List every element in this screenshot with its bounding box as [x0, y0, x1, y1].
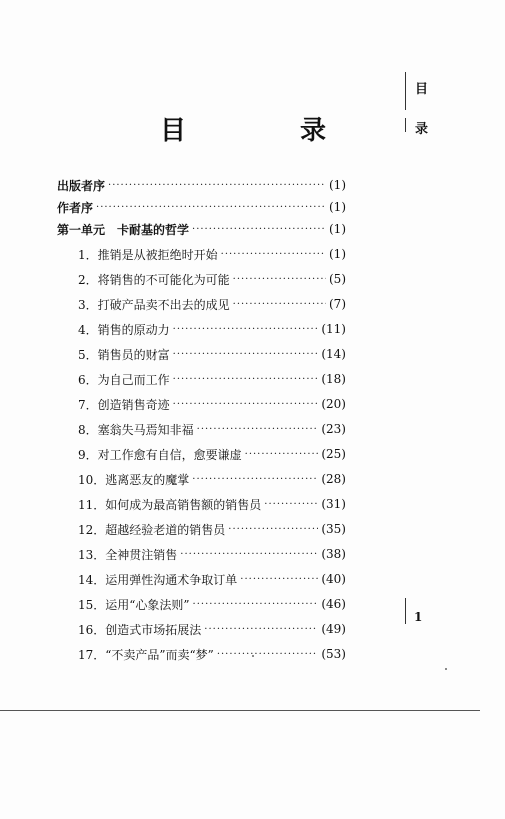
toc-leader-dots: [228, 524, 318, 535]
toc-entry-label: 2．将销售的不可能化为可能: [78, 272, 230, 287]
toc-entry: [57, 218, 346, 240]
toc-entry-label: 6．为自己而工作: [78, 372, 170, 387]
toc-entry-page: (40): [321, 572, 346, 586]
toc-entry: [78, 468, 346, 490]
bottom-rule: [0, 710, 480, 711]
toc-entry: [78, 443, 346, 465]
sidebar-label-top: 目: [415, 82, 429, 97]
toc-leader-dots: [204, 624, 318, 635]
toc-entry-page: (14): [321, 347, 346, 361]
toc-entry: [78, 593, 346, 615]
toc-leader-dots: [233, 299, 326, 310]
toc-leader-dots: [108, 180, 326, 191]
toc-entry-label: 5．销售员的财富: [78, 347, 170, 362]
toc-entry-page: (35): [321, 522, 346, 536]
toc-entry-label: 3．打破产品卖不出去的成见: [78, 297, 230, 312]
toc-entry-page: (23): [321, 422, 346, 436]
toc-entry: [78, 518, 346, 540]
toc-entry-label: 17．“不卖产品”而卖“梦”: [78, 647, 214, 662]
sidebar-rule: [405, 72, 406, 110]
toc-entry-page: (5): [329, 272, 346, 286]
toc-entry-label: 8．塞翁失马焉知非福: [78, 422, 194, 437]
toc-entry-label: 1．推销是从被拒绝时开始: [78, 247, 218, 262]
toc-leader-dots: [192, 224, 326, 235]
toc-entry-label: 11．如何成为最高销售额的销售员: [78, 497, 262, 512]
toc-entry-page: (31): [321, 497, 346, 511]
toc-entry-page: (49): [321, 622, 346, 636]
toc-leader-dots: [193, 599, 319, 610]
toc-entry-page: (7): [329, 297, 346, 311]
toc-entry-label: 16．创造式市场拓展法: [78, 622, 202, 637]
pagenum-rule: [405, 598, 406, 624]
toc-entry-page: (28): [321, 472, 346, 486]
toc-entry-label: 7．创造销售奇迹: [78, 397, 170, 412]
page-number: 1: [414, 610, 423, 624]
toc-leader-dots: [264, 499, 318, 510]
toc-entry-page: (20): [321, 397, 346, 411]
toc-entry-label: 15．运用“心象法则”: [78, 597, 190, 612]
toc-entry: [78, 293, 346, 315]
scan-speck: [252, 655, 254, 657]
toc-entry: [78, 343, 346, 365]
toc-entry: [78, 568, 346, 590]
toc-entry: [78, 368, 346, 390]
toc-entry-label: 9．对工作愈有自信，愈要谦虚: [78, 447, 242, 462]
page-title: 目 录: [160, 116, 371, 146]
toc-entry-page: (25): [321, 447, 346, 461]
toc-entry-page: (38): [321, 547, 346, 561]
scan-speck: [445, 668, 447, 670]
toc-leader-dots: [173, 324, 319, 335]
toc-leader-dots: [197, 424, 319, 435]
toc-entry-label: 出版者序: [57, 178, 106, 193]
toc-entry-label: 10．逃离恶友的魔掌: [78, 472, 190, 487]
sidebar-rule: [405, 118, 406, 132]
toc-entry-label: 4．销售的原动力: [78, 322, 170, 337]
toc-entry: [78, 318, 346, 340]
toc-entry-label: 作者序: [57, 200, 94, 215]
toc-entry: [78, 618, 346, 640]
toc-entry-page: (1): [329, 178, 346, 192]
toc-entry: [78, 393, 346, 415]
toc-entry-page: (46): [321, 597, 346, 611]
toc-entry-page: (1): [329, 222, 346, 236]
toc-leader-dots: [217, 649, 319, 660]
toc-leader-dots: [221, 249, 326, 260]
toc-entry-label: 14．运用弹性沟通术争取订单: [78, 572, 238, 587]
toc-leader-dots: [192, 474, 318, 485]
toc-entry-page: (53): [321, 647, 346, 661]
toc-leader-dots: [245, 449, 319, 460]
toc-entry-page: (1): [329, 247, 346, 261]
toc-entry: [78, 418, 346, 440]
toc-entry: [57, 174, 346, 196]
toc-leader-dots: [240, 574, 318, 585]
toc-entry: [78, 493, 346, 515]
toc-leader-dots: [96, 202, 326, 213]
toc-entry-page: (11): [321, 322, 346, 336]
toc-entry: [78, 243, 346, 265]
toc-leader-dots: [173, 349, 319, 360]
toc-entry-label: 12．超越经验老道的销售员: [78, 522, 226, 537]
toc-entry: [78, 543, 346, 565]
toc-entry-page: (1): [329, 200, 346, 214]
toc-leader-dots: [233, 274, 326, 285]
toc-entry-label: 13．全神贯注销售: [78, 547, 178, 562]
toc-entry-label: 第一单元 卡耐基的哲学: [57, 222, 190, 237]
toc-entry: [57, 196, 346, 218]
toc-entry-page: (18): [321, 372, 346, 386]
toc-leader-dots: [180, 549, 318, 560]
toc-entry: [78, 643, 346, 665]
toc-leader-dots: [173, 399, 319, 410]
toc-entry: [78, 268, 346, 290]
toc-leader-dots: [173, 374, 319, 385]
sidebar-label-bottom: 录: [415, 122, 429, 137]
